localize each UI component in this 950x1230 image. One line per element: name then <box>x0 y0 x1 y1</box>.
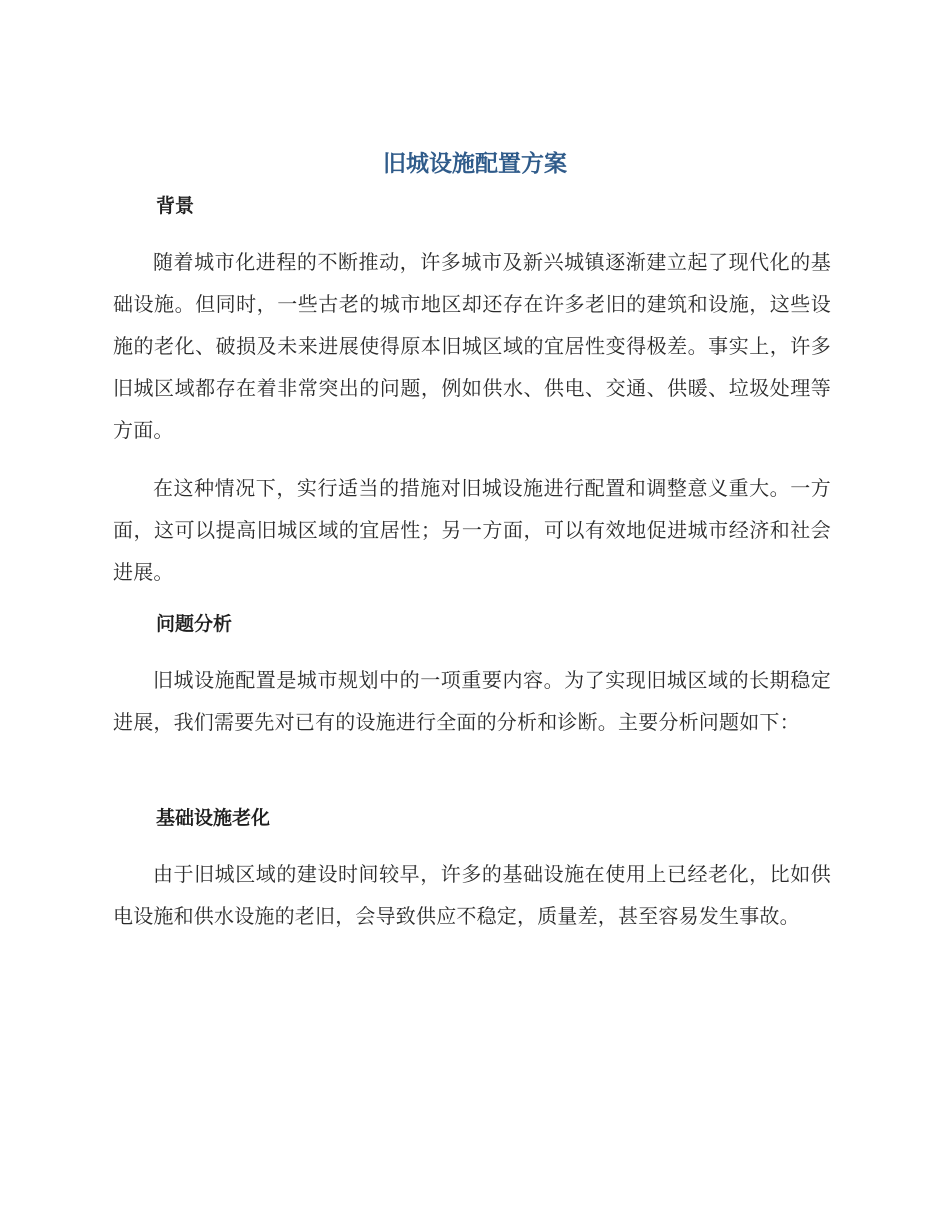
paragraph-background-1: 随着城市化进程的不断推动，许多城市及新兴城镇逐渐建立起了现代化的基础设施。但同时，一些古老的城市地区却还存在许多老旧的建筑和设施，这些设施的老化、破损及未来进展使得原本旧城区域的宜居性变得极差。事实上，许多旧城区域都存在着非常突出的问题，例如供水、供电、交通、供暖、垃圾处理等方面。 <box>113 250 831 442</box>
paragraph-background-2: 在这种情况下，实行适当的措施对旧城设施进行配置和调整意义重大。一方面，这可以提高旧城区域的宜居性；另一方面，可以有效地促进城市经济和社会进展。 <box>113 476 831 584</box>
section-heading-background: 背景 <box>156 195 195 217</box>
paragraph-problem-analysis: 旧城设施配置是城市规划中的一项重要内容。为了实现旧城区域的长期稳定进展，我们需要先对已有的设施进行全面的分析和诊断。主要分析问题如下： <box>113 668 831 734</box>
document-title: 旧城设施配置方案 <box>383 151 567 177</box>
section-heading-aging-infrastructure: 基础设施老化 <box>156 807 271 829</box>
section-heading-problem-analysis: 问题分析 <box>156 613 233 635</box>
paragraph-aging-infrastructure: 由于旧城区域的建设时间较早，许多的基础设施在使用上已经老化，比如供电设施和供水设施的老旧，会导致供应不稳定，质量差，甚至容易发生事故。 <box>113 862 831 928</box>
